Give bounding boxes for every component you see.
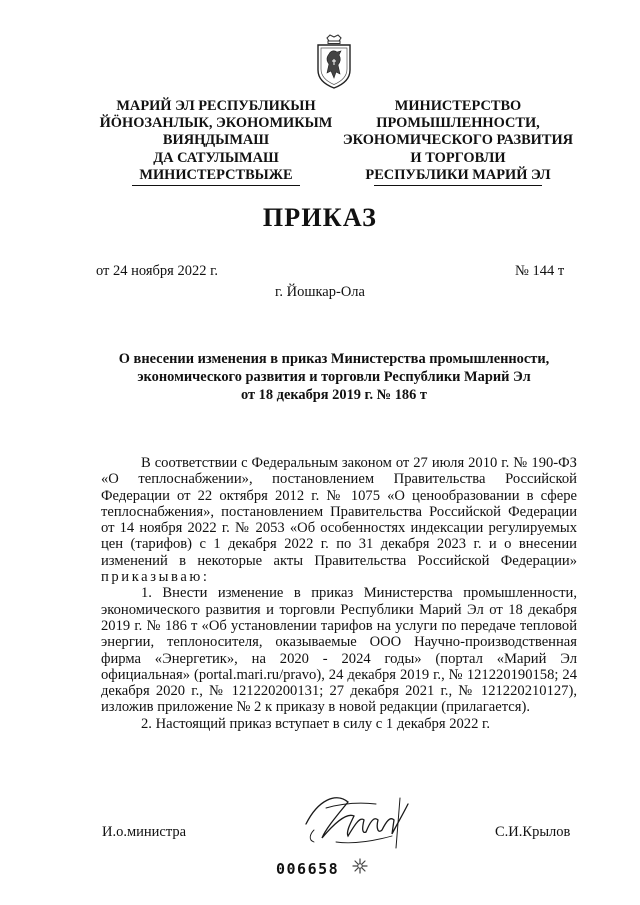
handwritten-signature [296,786,422,852]
order-body [101,455,577,732]
signatory-name: С.И.Крылов [495,824,571,840]
header-right-line: ЭКОНОМИЧЕСКОГО РАЗВИТИЯ [342,132,574,149]
header-right-underline [374,185,542,186]
header-left-line: МИНИСТЕРСТВЫЖЕ [139,166,293,183]
preamble-text: В соответствии с Федеральным законом от 27 июля 2010 г. № 190-ФЗ «О теплоснабжении», постановлением Правительства Российской Федерации от 22 октября 2012 г. № 1075 «О ценообразовании в сфере теплоснабжения», постановлением Правительства Российской Федерации от 14 ноября 2022 г. № 2053 «Об особенностях индексации регулируемых цен (тарифов) с 1 декабря 2022 г. по 31 декабря 2023 г. и о внесении изменений в некоторые акты Правительства Российской Федерации» [101,455,577,569]
serial-number: 006658 [276,860,340,878]
header-left-underline [132,185,300,186]
header-left-ministry-name-mari [96,98,336,186]
ornament-star-icon [352,858,368,874]
order-action-word: приказываю: [101,569,210,586]
subject-line: от 18 декабря 2019 г. № 186 т [241,387,427,403]
order-city: г. Йошкар-Ола [275,284,365,300]
coat-of-arms-icon [314,34,354,90]
order-date: от 24 ноября 2022 г. [96,263,219,279]
subject-line: экономического развития и торговли Республики Марий Эл [137,369,531,385]
body-paragraph-item-1: 1. Внести изменение в приказ Министерства промышленности, экономического развития и торговли Республики Марий Эл от 18 декабря 2019 г. № 186 т «Об установлении тарифов на услуги по передаче тепловой энергии, теплоносителя, оказываемые ООО Научно-производственная фирма «Энергетик», на 2020 - 2024 годы» (портал «Марий Эл официальная» (portal.mari.ru/pravo), 24 декабря 2019 г., № 121220190158; 24 декабря 2020 г., № 121220200131; 27 декабря 2021 г., № 121220210127), изложив приложение № 2 к приказу в новой редакции (прилагается). [101,585,577,716]
subject-line: О внесении изменения в приказ Министерства промышленности, [118,351,550,367]
header-left-line: ДА САТУЛЫМАШ [153,149,279,166]
body-paragraph-item-2: 2. Настоящий приказ вступает в силу с 1 декабря 2022 г. [141,715,491,732]
header-right-line: РЕСПУБЛИКИ МАРИЙ ЭЛ [365,166,551,183]
header-left-line: ВИЯҢДЫМАШ [162,132,270,149]
document-title: ПРИКАЗ [262,203,378,232]
order-subject [96,350,572,404]
header-right-line: МИНИСТЕРСТВО [394,98,522,114]
header-left-line: ЙӦНОЗАНЛЫК, ЭКОНОМИКЫМ [99,115,333,132]
header-right-ministry-name-russian [338,98,578,186]
header-left-line: МАРИЙ ЭЛ РЕСПУБЛИКЫН [116,98,316,114]
signatory-title: И.о.министра [102,824,187,840]
order-number: № 144 т [515,263,565,279]
body-paragraph-preamble [101,455,577,585]
header-right-line: ПРОМЫШЛЕННОСТИ, [376,115,540,132]
header-right-line: И ТОРГОВЛИ [410,149,506,166]
